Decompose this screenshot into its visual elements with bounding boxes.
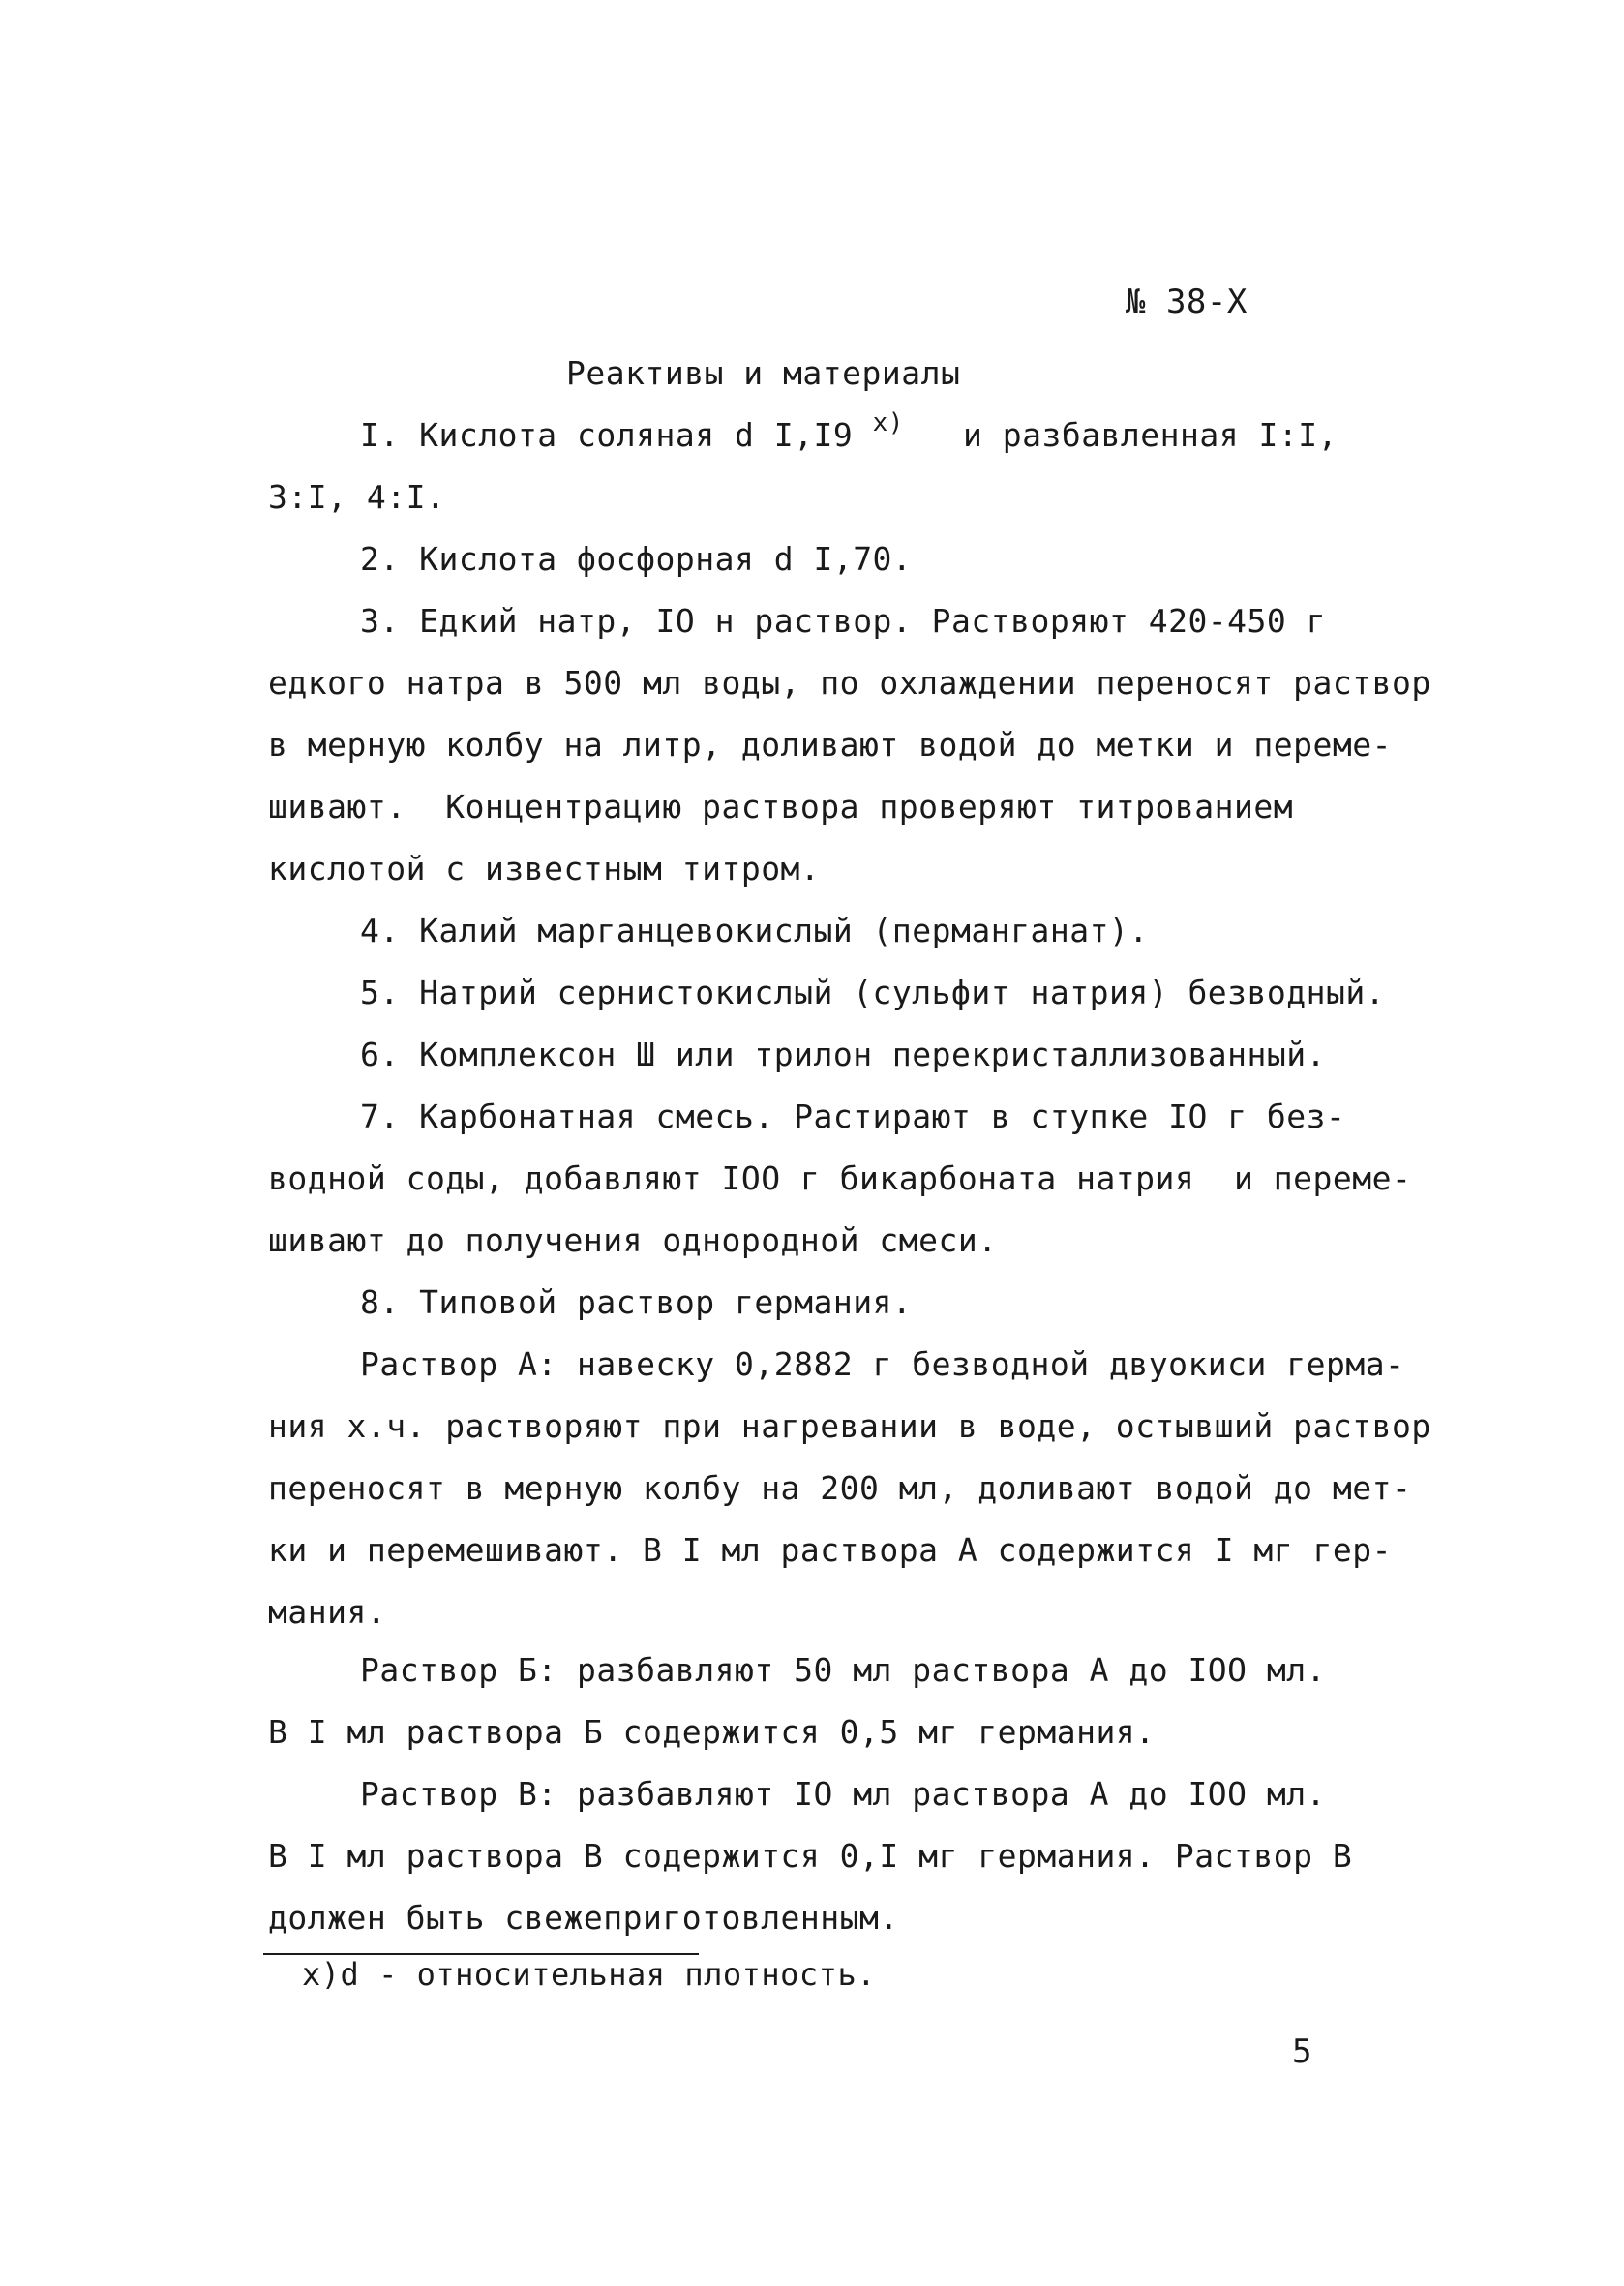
item-1-line-2: 3:I, 4:I. [268, 478, 446, 516]
item-5-line: 5. Натрий сернистокислый (сульфит натрия) безводный. [360, 974, 1386, 1011]
item-3-line: кислотой с известным титром. [268, 850, 821, 887]
solution-v-line: В I мл раствора В содержится 0,I мг германия. Раствор В [268, 1837, 1353, 1875]
item-6-line: 6. Комплексон Ш или трилон перекристаллизованный. [360, 1036, 1327, 1073]
solution-a-line: переносят в мерную колбу на 200 мл, доливают водой до мет- [268, 1469, 1412, 1507]
footnote: х)d - относительная плотность. [302, 1956, 876, 1993]
solution-a-line: мания. [268, 1593, 387, 1631]
section-title: Реактивы и материалы [566, 354, 961, 392]
item-4-line: 4. Калий марганцевокислый (перманганат). [360, 912, 1149, 949]
solution-b-line: В I мл раствора Б содержится 0,5 мг германия. [268, 1713, 1156, 1751]
solution-a-line: Раствор А: навеску 0,2882 г безводной двуокиси герма- [360, 1345, 1405, 1383]
item-3-line: шивают. Концентрацию раствора проверяют титрованием [268, 788, 1294, 826]
solution-v-line: должен быть свежеприготовленным. [268, 1899, 899, 1937]
item-3-line: едкого натра в 500 мл воды, по охлаждении переносят раствор [268, 664, 1431, 702]
item-7-line: шивают до получения однородной смеси. [268, 1221, 998, 1259]
item-1-text-pre: I. Кислота соляная d I,I9 [360, 416, 854, 454]
item-1-text-post: и разбавленная I:I, [903, 416, 1338, 454]
item-1-line-1 [360, 408, 1338, 458]
item-2-line: 2. Кислота фосфорная d I,70. [360, 540, 913, 578]
footnote-marker: х) [872, 408, 904, 437]
solution-a-line: ния х.ч. растворяют при нагревании в воде, остывший раствор [268, 1407, 1431, 1445]
item-7-line: 7. Карбонатная смесь. Растирают в ступке IO г без- [360, 1098, 1346, 1135]
item-3-line: 3. Едкий натр, IO н раствор. Растворяют 420-450 г [360, 602, 1327, 640]
solution-a-line: ки и перемешивают. В I мл раствора А содержится I мг гер- [268, 1531, 1392, 1569]
item-7-line: водной соды, добавляют IOO г бикарбоната натрия и переме- [268, 1159, 1412, 1197]
document-number: № 38-Х [1126, 283, 1248, 321]
page-number: 5 [1292, 2032, 1312, 2071]
solution-v-line: Раствор В: разбавляют IO мл раствора А до IOO мл. [360, 1775, 1327, 1813]
item-8-line: 8. Типовой раствор германия. [360, 1283, 913, 1321]
solution-b-line: Раствор Б: разбавляют 50 мл раствора А до IOO мл. [360, 1651, 1327, 1689]
item-3-line: в мерную колбу на литр, доливают водой до метки и переме- [268, 726, 1392, 764]
